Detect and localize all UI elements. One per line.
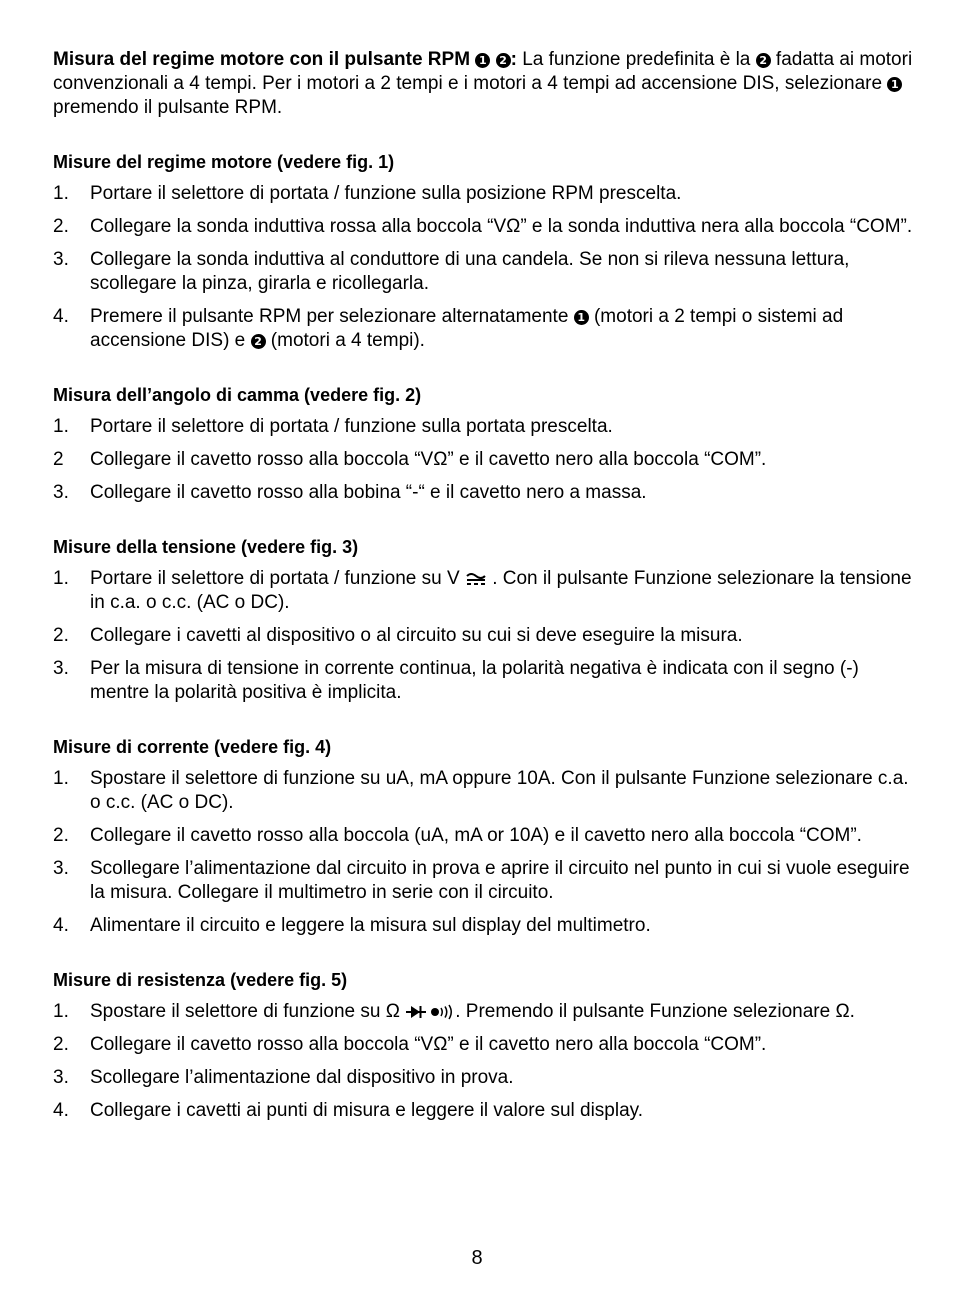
item-text-part: . Con il pulsante Funzione selezionare la tensione in c.a. o c.c. (AC o DC).	[90, 568, 912, 613]
list-item	[53, 182, 923, 206]
item-text: Spostare il selettore di funzione su uA, mA oppure 10A. Con il pulsante Funzione selezionare c.a. o c.c. (AC o DC).	[90, 768, 909, 813]
item-number: 2.	[53, 1034, 69, 1055]
item-text-part: (motori a 4 tempi).	[265, 330, 425, 351]
ac-dc-icon	[465, 571, 487, 587]
item-text: Collegare il cavetto rosso alla boccola “VΩ” e il cavetto nero alla boccola “COM”.	[90, 1034, 767, 1055]
item-text: Collegare il cavetto rosso alla bobina “-“ e il cavetto nero a massa.	[90, 482, 647, 503]
list-resistance	[53, 1000, 923, 1123]
item-text: Scollegare l’alimentazione dal dispositivo in prova.	[90, 1067, 514, 1088]
list-item	[53, 1066, 923, 1090]
list-item	[53, 248, 923, 296]
item-number: 3.	[53, 1067, 69, 1088]
item-text	[90, 1000, 923, 1024]
item-text: Portare il selettore di portata / funzione sulla portata prescelta.	[90, 416, 613, 437]
item-number: 3.	[53, 482, 69, 503]
list-item	[53, 481, 923, 505]
section-heading-dwell: Misura dell’angolo di camma (vedere fig. 2)	[53, 385, 422, 405]
item-text: Collegare la sonda induttiva rossa alla boccola “VΩ” e la sonda induttiva nera alla boccola “COM”.	[90, 216, 913, 237]
badge-one-icon: 1	[574, 310, 589, 325]
badge-one-icon: 1	[887, 77, 902, 92]
item-text: Collegare il cavetto rosso alla boccola “VΩ” e il cavetto nero alla boccola “COM”.	[90, 449, 767, 470]
intro-title: Misura del regime motore con il pulsante RPM	[53, 49, 471, 70]
item-text-part: Spostare il selettore di funzione su Ω	[90, 1001, 406, 1022]
intro-colon: :	[510, 49, 517, 70]
list-item	[53, 415, 923, 439]
section-heading-current: Misure di corrente (vedere fig. 4)	[53, 737, 332, 757]
item-text: Alimentare il circuito e leggere la misura sul display del multimetro.	[90, 915, 651, 936]
list-item	[53, 1000, 923, 1024]
list-item	[53, 857, 923, 905]
section-heading-resistance: Misure di resistenza (vedere fig. 5)	[53, 970, 348, 990]
section-heading-voltage: Misure della tensione (vedere fig. 3)	[53, 537, 359, 557]
item-text: Collegare i cavetti al dispositivo o al circuito su cui si deve eseguire la misura.	[90, 625, 743, 646]
item-number: 3.	[53, 858, 69, 879]
manual-page	[53, 48, 923, 1153]
list-item	[53, 215, 923, 239]
badge-two-icon: 2	[756, 53, 771, 68]
list-item	[53, 1033, 923, 1057]
item-number: 2	[53, 449, 64, 470]
item-text-part: Premere il pulsante RPM per selezionare alternatamente	[90, 306, 574, 327]
item-number: 2.	[53, 625, 69, 646]
list-item	[53, 657, 923, 705]
item-number: 3.	[53, 658, 69, 679]
item-text: Per la misura di tensione in corrente continua, la polarità negativa è indicata con il segno (-) mentre la polarità positiva è implicita.	[90, 658, 859, 703]
list-item	[53, 448, 923, 472]
item-text: Scollegare l’alimentazione dal circuito in prova e aprire il circuito nel punto in cui si vuole eseguire la misura. Collegare il multimetro in serie con il circuito.	[90, 858, 910, 903]
item-number: 4.	[53, 915, 69, 936]
list-voltage	[53, 567, 923, 705]
item-text	[90, 305, 923, 353]
item-text: Collegare la sonda induttiva al conduttore di una candela. Se non si rileva nessuna lettura, scollegare la pinza, girarla e ricollegarla.	[90, 249, 850, 294]
item-text: Collegare il cavetto rosso alla boccola (uA, mA or 10A) e il cavetto nero alla boccola “COM”.	[90, 825, 862, 846]
intro-text-2: fadatta ai motori convenzionali a 4 tempi. Per i motori a 2 tempi e i motori a 4 tempi ad accensione DIS, selezionare	[53, 49, 913, 94]
item-number: 1.	[53, 768, 69, 789]
intro-text-3: premendo il pulsante RPM.	[53, 97, 283, 118]
list-item	[53, 305, 923, 353]
item-number: 1.	[53, 416, 69, 437]
item-text: Collegare i cavetti ai punti di misura e leggere il valore sul display.	[90, 1100, 644, 1121]
list-item	[53, 914, 923, 938]
list-item	[53, 767, 923, 815]
list-item	[53, 1099, 923, 1123]
section-heading-rpm: Misure del regime motore (vedere fig. 1)	[53, 152, 395, 172]
item-number: 2.	[53, 825, 69, 846]
item-number: 1.	[53, 183, 69, 204]
item-number: 1.	[53, 568, 69, 589]
intro-paragraph	[53, 48, 923, 120]
badge-two-icon: 2	[251, 334, 266, 349]
diode-continuity-icon	[405, 1004, 455, 1020]
list-item	[53, 824, 923, 848]
item-number: 4.	[53, 1100, 69, 1121]
item-number: 1.	[53, 1001, 69, 1022]
list-rpm	[53, 182, 923, 353]
list-current	[53, 767, 923, 938]
item-text-part: . Premendo il pulsante Funzione selezionare Ω.	[455, 1001, 855, 1022]
badge-two-icon: 2	[496, 53, 511, 68]
item-number: 4.	[53, 306, 69, 327]
item-text-part: (motori a 2 tempi o sistemi ad accensione DIS) e	[90, 306, 844, 351]
item-text: Portare il selettore di portata / funzione sulla posizione RPM prescelta.	[90, 183, 682, 204]
item-text-part: Portare il selettore di portata / funzione su V	[90, 568, 465, 589]
item-number: 2.	[53, 216, 69, 237]
item-text	[90, 567, 923, 615]
list-dwell	[53, 415, 923, 505]
page-number: 8	[471, 1247, 483, 1269]
list-item	[53, 567, 923, 615]
list-item	[53, 624, 923, 648]
intro-text-1: La funzione predefinita è la	[516, 49, 756, 70]
item-number: 3.	[53, 249, 69, 270]
badge-one-icon: 1	[475, 53, 490, 68]
